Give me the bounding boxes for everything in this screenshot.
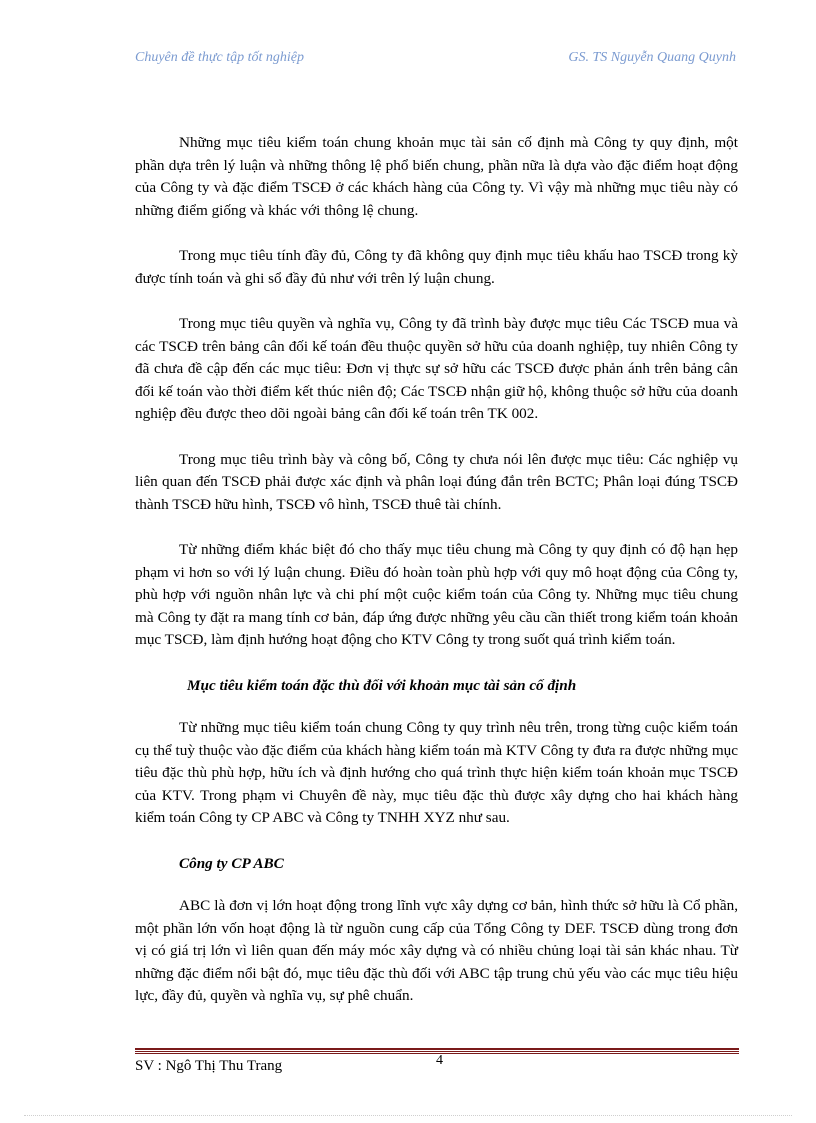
footer-student-name: SV : Ngô Thị Thu Trang xyxy=(135,1058,283,1074)
paragraph-6: Từ những mục tiêu kiểm toán chung Công ty quy trình nêu trên, trong từng cuộc kiểm toán cụ thể tuỳ thuộc vào đặc điểm của khách hàng kiểm toán mà KTV Công ty đưa ra được những mục tiêu đặc thù phù hợp, hữu ích và định hướng cho quá trình thực hiện kiểm toán khoản mục TSCĐ của KTV. Trong phạm vi Chuyên đề này, mục tiêu đặc thù được xây dựng cho hai khách hàng kiểm toán Công ty CP ABC và Công ty TNHH XYZ như sau. xyxy=(135,719,738,826)
section-heading: Mục tiêu kiểm toán đặc thù đối với khoản mục tài sản cố định xyxy=(187,676,577,694)
paragraph-7: ABC là đơn vị lớn hoạt động trong lĩnh vực xây dựng cơ bản, hình thức sở hữu là Cổ phần, một phần lớn vốn hoạt động là từ nguồn cung cấp của Tổng Công ty DEF. TSCĐ dùng trong đơn vị có giá trị lớn vì liên quan đến máy móc xây dựng và có nhiều chủng loại tài sản khác nhau. Từ những đặc điểm nổi bật đó, mục tiêu đặc thù đối với ABC tập trung chủ yếu vào các mục tiêu hiệu lực, đầy đủ, quyền và nghĩa vụ, sự phê chuẩn. xyxy=(135,897,738,1004)
page-header xyxy=(135,50,736,70)
paragraph-2: Trong mục tiêu tính đầy đủ, Công ty đã không quy định mục tiêu khấu hao TSCĐ trong kỳ được tính toán và ghi sổ đầy đủ như với trên lý luận chung. xyxy=(135,247,738,287)
page-number: 4 xyxy=(436,1053,443,1068)
paragraph-5: Từ những điểm khác biệt đó cho thấy mục tiêu chung mà Công ty quy định có độ hạn hẹp phạm vi hơn so với lý luận chung. Điều đó hoàn toàn phù hợp với quy mô hoạt động của Công ty, phù hợp với nguồn nhân lực và chi phí một cuộc kiểm toán của Công ty. Những mục tiêu chung mà Công ty đặt ra mang tính cơ bản, đáp ứng được những yêu cầu cần thiết trong kiểm toán khoản mục TSCĐ, làm định hướng hoạt động cho KTV Công ty trong suốt quá trình kiểm toán. xyxy=(135,541,738,648)
header-supervisor: GS. TS Nguyễn Quang Quynh xyxy=(568,50,736,65)
subsection-heading: Công ty CP ABC xyxy=(179,854,284,872)
header-title: Chuyên đề thực tập tốt nghiệp xyxy=(135,50,304,65)
paragraph-1: Những mục tiêu kiểm toán chung khoản mục tài sản cố định mà Công ty quy định, một phần dựa trên lý luận và những thông lệ phổ biến chung, phần nữa là dựa vào đặc điểm hoạt động của Công ty và đặc điểm TSCĐ ở các khách hàng của Công ty. Vì vậy mà những mục tiêu này có những điểm giống và khác với thông lệ chung. xyxy=(135,134,738,219)
paragraph-3: Trong mục tiêu quyền và nghĩa vụ, Công ty đã trình bày được mục tiêu Các TSCĐ mua và các TSCĐ trên bảng cân đối kế toán đều thuộc quyền sở hữu của doanh nghiệp, tuy nhiên Công ty đã chưa đề cập đến các mục tiêu: Đơn vị thực sự sở hữu các TSCĐ được phản ánh trên bảng cân đối kế toán vào thời điểm kết thúc niên độ; Các TSCĐ nhận giữ hộ, không thuộc sở hữu của doanh nghiệp đều được theo dõi ngoài bảng cân đối kế toán trên TK 002. xyxy=(135,315,738,422)
paragraph-4: Trong mục tiêu trình bày và công bố, Công ty chưa nói lên được mục tiêu: Các nghiệp vụ liên quan đến TSCĐ phải được xác định và phân loại đúng đắn trên BCTC; Phân loại đúng TSCĐ thành TSCĐ hữu hình, TSCĐ vô hình, TSCĐ thuê tài chính. xyxy=(135,450,738,513)
page-edge-divider xyxy=(24,1115,792,1116)
page-content xyxy=(135,132,738,1031)
